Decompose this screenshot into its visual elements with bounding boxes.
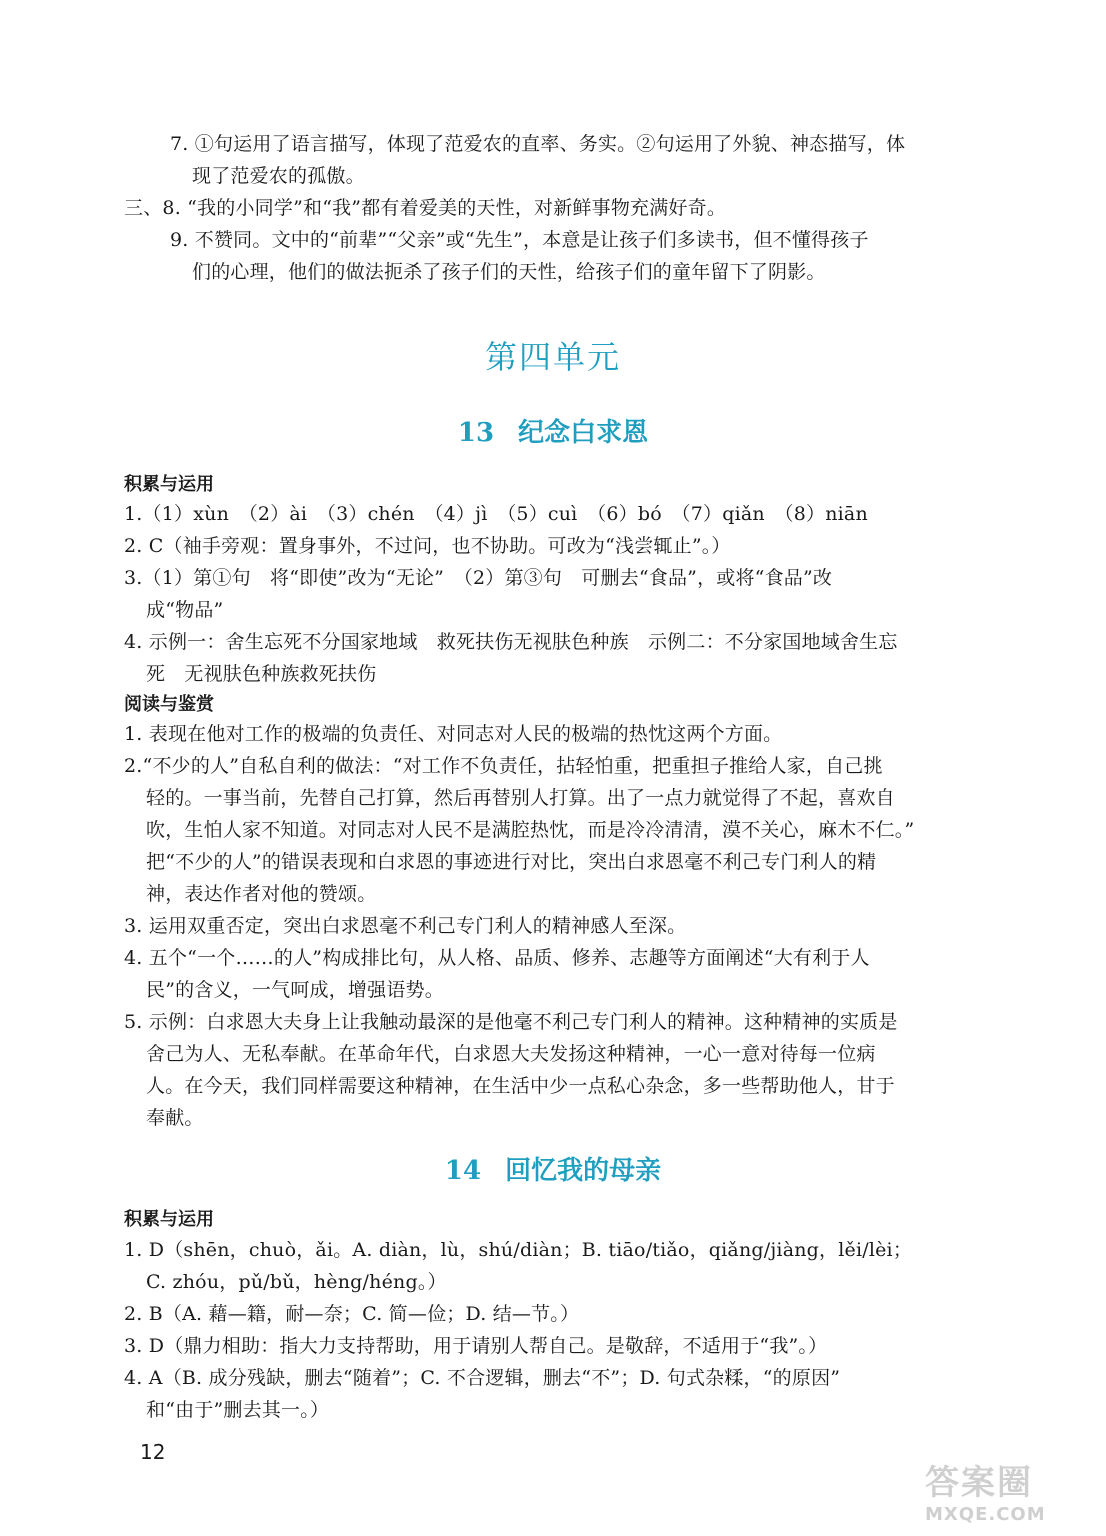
answer-line: 轻的。一事当前，先替自己打算，然后再替别人打算。出了一点力就觉得了不起，喜欢自	[146, 787, 895, 809]
answer-line: 4. 示例一：舍生忘死不分国家地域 救死扶伤无视肤色种族 示例二：不分家国地域舍生忘	[124, 631, 898, 653]
answer-line: 1. D（shēn，chuò，ǎi。A. diàn，lù，shú/diàn；B. tiāo/tiǎo，qiǎng/jiàng，lěi/lèi；	[124, 1239, 913, 1261]
answer-line: 人。在今天，我们同样需要这种精神，在生活中少一点私心杂念，多一些帮助他人，甘于	[146, 1075, 895, 1097]
answer-line: 现了范爱农的孤傲。	[192, 165, 365, 187]
answer-line: 3.（1）第①句 将“即使”改为“无论” （2）第③句 可删去“食品”，或将“食品”改	[124, 567, 833, 589]
answer-line: 9. 不赞同。文中的“前辈”“父亲”或“先生”，本意是让孩子们多读书，但不懂得孩子	[170, 229, 869, 251]
answer-line: 2.“不少的人”自私自利的做法：“对工作不负责任，拈轻怕重，把重担子推给人家，自己挑	[124, 755, 883, 777]
lesson-name: 纪念白求恩	[518, 418, 649, 448]
lesson-title	[0, 412, 1106, 449]
answer-line: 三、8. “我的小同学”和“我”都有着爱美的天性，对新鲜事物充满好奇。	[124, 197, 727, 219]
answer-line: 2. C（袖手旁观：置身事外，不过问，也不协助。可改为“浅尝辄止”。）	[124, 535, 731, 557]
lesson-name: 回忆我的母亲	[505, 1156, 662, 1186]
watermark-text: 答案圈	[925, 1463, 1033, 1503]
answer-line: 吹，生怕人家不知道。对同志对人民不是满腔热忱，而是冷冷清清，漠不关心，麻木不仁。”	[146, 819, 915, 841]
answer-line: 成“物品”	[146, 599, 224, 621]
answer-line: 2. B（A. 藉—籍，耐—奈；C. 简—俭；D. 结—节。）	[124, 1303, 580, 1325]
answer-line: 4. 五个“一个……的人”构成排比句，从人格、品质、修养、志趣等方面阐述“大有利于人	[124, 947, 870, 969]
answer-line: 奉献。	[146, 1107, 204, 1129]
answer-line: 舍己为人、无私奉献。在革命年代，白求恩大夫发扬这种精神，一心一意对待每一位病	[146, 1043, 876, 1065]
answer-line: 3. 运用双重否定，突出白求恩毫不利己专门利人的精神感人至深。	[124, 915, 687, 937]
answer-line: 民”的含义，一气呵成，增强语势。	[146, 979, 444, 1001]
answer-line: 1.（1）xùn （2）ài （3）chén （4）jì （5）cuì （6）bó （7）qiǎn （8）niān	[124, 503, 868, 525]
watermark-url: MXQE.COM	[925, 1504, 1046, 1525]
lesson-title	[0, 1150, 1106, 1187]
answer-line: 5. 示例：白求恩大夫身上让我触动最深的是他毫不利己专门利人的精神。这种精神的实质是	[124, 1011, 898, 1033]
lesson-number: 14	[444, 1156, 482, 1186]
lesson-number: 13	[457, 418, 495, 448]
section-heading: 阅读与鉴赏	[124, 694, 214, 715]
answer-line: 4. A（B. 成分残缺，删去“随着”；C. 不合逻辑，删去“不”；D. 句式杂糅，“的原因”	[124, 1367, 841, 1389]
answer-line: 7. ①句运用了语言描写，体现了范爱农的直率、务实。②句运用了外貌、神态描写，体	[170, 133, 906, 155]
answer-line: 死 无视肤色种族救死扶伤	[146, 663, 377, 685]
answer-line: 们的心理，他们的做法扼杀了孩子们的天性，给孩子们的童年留下了阴影。	[192, 261, 826, 283]
watermark-logo	[925, 1455, 1095, 1530]
answer-line: 神，表达作者对他的赞颂。	[146, 883, 377, 905]
page-number: 12	[140, 1440, 166, 1464]
answer-line: 3. D（鼎力相助：指大力支持帮助，用于请别人帮自己。是敬辞，不适用于“我”。）	[124, 1335, 828, 1357]
answer-line: 1. 表现在他对工作的极端的负责任、对同志对人民的极端的热忱这两个方面。	[124, 723, 783, 745]
answer-line: 把“不少的人”的错误表现和白求恩的事迹进行对比，突出白求恩毫不利己专门利人的精	[146, 851, 877, 873]
unit-title: 第四单元	[484, 338, 621, 376]
answer-line: C. zhóu，pǔ/bǔ，hèng/héng。）	[146, 1271, 447, 1293]
section-heading: 积累与运用	[124, 474, 214, 495]
section-heading: 积累与运用	[124, 1209, 214, 1230]
answer-line: 和“由于”删去其一。）	[146, 1399, 330, 1421]
